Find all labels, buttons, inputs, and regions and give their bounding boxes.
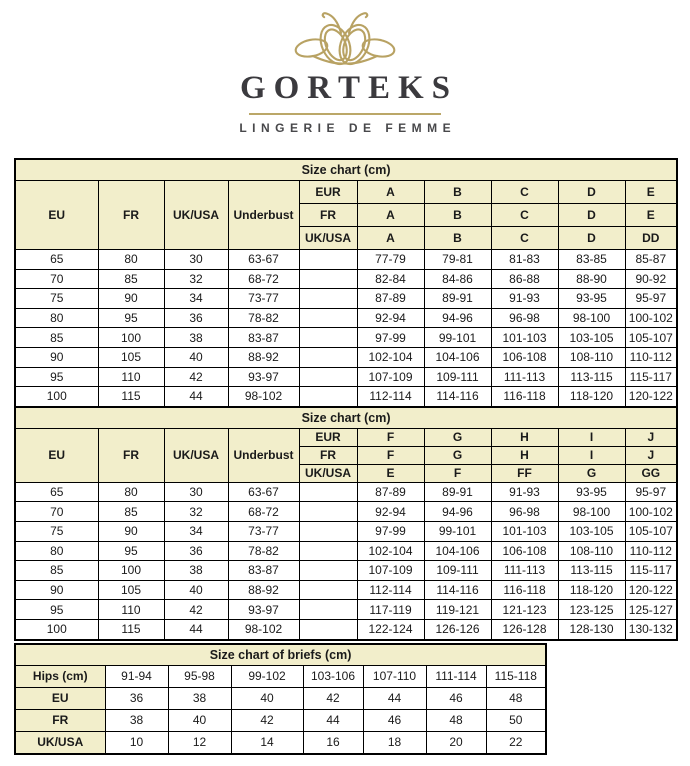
- cup-range-cell: 119-121: [424, 600, 491, 620]
- briefs-size-cell: 22: [486, 731, 546, 754]
- cup-range-cell: 91-93: [491, 482, 558, 502]
- cup-letter-cell: C: [491, 227, 558, 250]
- spacer-cell: [299, 521, 357, 541]
- cup-range-cell: 103-105: [558, 328, 625, 348]
- underbust-cell: 63-67: [228, 250, 299, 270]
- briefs-size-cell: 111-114: [426, 665, 486, 687]
- briefs-size-cell: 16: [303, 731, 363, 754]
- eu-size-cell: 70: [15, 502, 98, 522]
- eu-size-cell: 85: [15, 561, 98, 581]
- chart-title-row: [15, 644, 546, 666]
- chart-title: Size chart of briefs (cm): [15, 644, 546, 666]
- region-label-cell: FR: [299, 446, 357, 464]
- cup-range-cell: 117-119: [357, 600, 424, 620]
- briefs-size-cell: 36: [105, 687, 168, 709]
- uk-usa-size-cell: 30: [164, 250, 228, 270]
- row-label-cell: UK/USA: [15, 731, 105, 754]
- cup-letter-cell: B: [424, 227, 491, 250]
- briefs-size-cell: 42: [303, 687, 363, 709]
- cup-range-cell: 87-89: [357, 289, 424, 309]
- eu-size-cell: 70: [15, 269, 98, 289]
- cup-range-cell: 93-95: [558, 289, 625, 309]
- uk-usa-size-cell: 44: [164, 619, 228, 639]
- underbust-cell: 83-87: [228, 561, 299, 581]
- cup-range-cell: 104-106: [424, 347, 491, 367]
- briefs-size-cell: 48: [426, 709, 486, 731]
- cup-letter-cell: H: [491, 428, 558, 446]
- cup-range-cell: 105-107: [625, 328, 677, 348]
- cup-range-cell: 109-111: [424, 561, 491, 581]
- briefs-size-cell: 107-110: [363, 665, 426, 687]
- fr-size-cell: 90: [98, 289, 164, 309]
- cup-range-cell: 82-84: [357, 269, 424, 289]
- eu-size-cell: 95: [15, 367, 98, 387]
- cup-range-cell: 108-110: [558, 541, 625, 561]
- fr-size-cell: 80: [98, 250, 164, 270]
- briefs-size-cell: 91-94: [105, 665, 168, 687]
- uk-usa-size-cell: 42: [164, 600, 228, 620]
- band-header-cell: FR: [98, 181, 164, 250]
- cup-letter-cell: F: [424, 464, 491, 482]
- cup-range-cell: 111-113: [491, 561, 558, 581]
- cup-letter-cell: D: [558, 227, 625, 250]
- cup-letter-cell: G: [424, 428, 491, 446]
- spacer-cell: [299, 250, 357, 270]
- table-row: [15, 328, 677, 348]
- cup-range-cell: 107-109: [357, 561, 424, 581]
- eu-size-cell: 90: [15, 580, 98, 600]
- spacer-cell: [299, 502, 357, 522]
- cup-range-cell: 92-94: [357, 308, 424, 328]
- fr-size-cell: 90: [98, 521, 164, 541]
- eu-size-cell: 80: [15, 308, 98, 328]
- underbust-cell: 78-82: [228, 541, 299, 561]
- spacer-cell: [299, 580, 357, 600]
- brand-tagline: LINGERIE DE FEMME: [239, 121, 457, 136]
- briefs-size-cell: 40: [231, 687, 303, 709]
- eu-size-cell: 75: [15, 289, 98, 309]
- cup-range-cell: 110-112: [625, 347, 677, 367]
- spacer-cell: [299, 619, 357, 639]
- band-header-cell: EU: [15, 428, 98, 482]
- table-row: [15, 541, 677, 561]
- cup-letter-cell: A: [357, 204, 424, 227]
- cup-letter-cell: H: [491, 446, 558, 464]
- table-row: [15, 289, 677, 309]
- briefs-size-cell: 44: [363, 687, 426, 709]
- cup-range-cell: 101-103: [491, 521, 558, 541]
- cup-range-cell: 113-115: [558, 561, 625, 581]
- cup-letter-cell: FF: [491, 464, 558, 482]
- cup-range-cell: 101-103: [491, 328, 558, 348]
- bra-size-chart-2: [14, 406, 678, 641]
- underbust-cell: 63-67: [228, 482, 299, 502]
- cup-letter-cell: A: [357, 181, 424, 204]
- cup-letter-cell: I: [558, 446, 625, 464]
- fr-size-cell: 80: [98, 482, 164, 502]
- eu-size-cell: 75: [15, 521, 98, 541]
- cup-range-cell: 118-120: [558, 580, 625, 600]
- briefs-size-cell: 46: [426, 687, 486, 709]
- cup-range-cell: 88-90: [558, 269, 625, 289]
- underbust-cell: 88-92: [228, 347, 299, 367]
- cup-letter-cell: E: [357, 464, 424, 482]
- cup-range-cell: 98-100: [558, 308, 625, 328]
- spacer-cell: [299, 541, 357, 561]
- briefs-size-cell: 12: [168, 731, 231, 754]
- brand-name: GORTEKS: [239, 70, 459, 106]
- cup-letter-cell: C: [491, 181, 558, 204]
- cup-letter-cell: I: [558, 428, 625, 446]
- underbust-cell: 93-97: [228, 367, 299, 387]
- briefs-size-cell: 103-106: [303, 665, 363, 687]
- cup-range-cell: 112-114: [357, 580, 424, 600]
- underbust-cell: 88-92: [228, 580, 299, 600]
- logo-divider: [249, 113, 441, 115]
- uk-usa-size-cell: 38: [164, 561, 228, 581]
- briefs-size-cell: 46: [363, 709, 426, 731]
- cup-letter-cell: B: [424, 204, 491, 227]
- cup-range-cell: 102-104: [357, 541, 424, 561]
- table-row: [15, 687, 546, 709]
- spacer-cell: [299, 561, 357, 581]
- cup-range-cell: 84-86: [424, 269, 491, 289]
- eu-size-cell: 65: [15, 482, 98, 502]
- cup-range-cell: 114-116: [424, 580, 491, 600]
- briefs-size-chart: [14, 643, 547, 755]
- table-row: [15, 709, 546, 731]
- eu-size-cell: 100: [15, 619, 98, 639]
- eu-size-cell: 95: [15, 600, 98, 620]
- briefs-size-cell: 99-102: [231, 665, 303, 687]
- band-header-cell: Underbust: [228, 428, 299, 482]
- table-row: [15, 665, 546, 687]
- uk-usa-size-cell: 30: [164, 482, 228, 502]
- fr-size-cell: 100: [98, 561, 164, 581]
- brand-logo: [0, 0, 690, 158]
- cup-range-cell: 116-118: [491, 387, 558, 407]
- cup-range-cell: 106-108: [491, 541, 558, 561]
- chart-title: Size chart (cm): [15, 407, 677, 429]
- cup-range-cell: 123-125: [558, 600, 625, 620]
- spacer-cell: [299, 289, 357, 309]
- briefs-size-cell: 50: [486, 709, 546, 731]
- eu-size-cell: 90: [15, 347, 98, 367]
- cup-range-cell: 110-112: [625, 541, 677, 561]
- cup-range-cell: 128-130: [558, 619, 625, 639]
- region-label-cell: EUR: [299, 181, 357, 204]
- table-row: [15, 731, 546, 754]
- spacer-cell: [299, 600, 357, 620]
- table-row: [15, 600, 677, 620]
- cup-range-cell: 116-118: [491, 580, 558, 600]
- cup-letter-cell: J: [625, 446, 677, 464]
- underbust-cell: 68-72: [228, 502, 299, 522]
- table-row: [15, 269, 677, 289]
- underbust-cell: 83-87: [228, 328, 299, 348]
- cup-range-cell: 99-101: [424, 521, 491, 541]
- row-label-cell: EU: [15, 687, 105, 709]
- cup-range-cell: 122-124: [357, 619, 424, 639]
- uk-usa-size-cell: 44: [164, 387, 228, 407]
- cup-letter-cell: A: [357, 227, 424, 250]
- table-row: [15, 521, 677, 541]
- uk-usa-size-cell: 38: [164, 328, 228, 348]
- fr-size-cell: 95: [98, 308, 164, 328]
- cup-range-cell: 96-98: [491, 502, 558, 522]
- table-row: [15, 367, 677, 387]
- band-header-cell: FR: [98, 428, 164, 482]
- band-header-cell: Underbust: [228, 181, 299, 250]
- underbust-cell: 93-97: [228, 600, 299, 620]
- spacer-cell: [299, 387, 357, 407]
- table-row: [15, 482, 677, 502]
- cup-range-cell: 100-102: [625, 308, 677, 328]
- cup-range-cell: 114-116: [424, 387, 491, 407]
- cup-range-cell: 86-88: [491, 269, 558, 289]
- cup-range-cell: 121-123: [491, 600, 558, 620]
- cup-range-cell: 105-107: [625, 521, 677, 541]
- fr-size-cell: 100: [98, 328, 164, 348]
- briefs-size-cell: 48: [486, 687, 546, 709]
- band-header-cell: UK/USA: [164, 428, 228, 482]
- uk-usa-size-cell: 36: [164, 308, 228, 328]
- cup-range-cell: 91-93: [491, 289, 558, 309]
- cup-range-cell: 104-106: [424, 541, 491, 561]
- cup-range-cell: 98-100: [558, 502, 625, 522]
- band-header-cell: EU: [15, 181, 98, 250]
- cup-range-cell: 93-95: [558, 482, 625, 502]
- briefs-size-cell: 42: [231, 709, 303, 731]
- cup-range-cell: 113-115: [558, 367, 625, 387]
- underbust-cell: 73-77: [228, 289, 299, 309]
- fr-size-cell: 110: [98, 367, 164, 387]
- bra-size-chart-1: [14, 158, 678, 408]
- cup-range-cell: 89-91: [424, 289, 491, 309]
- underbust-cell: 78-82: [228, 308, 299, 328]
- spacer-cell: [299, 308, 357, 328]
- cup-range-cell: 85-87: [625, 250, 677, 270]
- cup-range-cell: 87-89: [357, 482, 424, 502]
- chart-title-row: [15, 407, 677, 429]
- cup-range-cell: 126-126: [424, 619, 491, 639]
- cup-header-row: [15, 428, 677, 446]
- spacer-cell: [299, 347, 357, 367]
- briefs-size-cell: 44: [303, 709, 363, 731]
- band-header-cell: UK/USA: [164, 181, 228, 250]
- uk-usa-size-cell: 32: [164, 269, 228, 289]
- table-row: [15, 561, 677, 581]
- uk-usa-size-cell: 34: [164, 521, 228, 541]
- cup-letter-cell: DD: [625, 227, 677, 250]
- briefs-size-cell: 18: [363, 731, 426, 754]
- briefs-size-cell: 38: [168, 687, 231, 709]
- fr-size-cell: 110: [98, 600, 164, 620]
- eu-size-cell: 80: [15, 541, 98, 561]
- briefs-size-cell: 115-118: [486, 665, 546, 687]
- cup-range-cell: 130-132: [625, 619, 677, 639]
- fr-size-cell: 105: [98, 580, 164, 600]
- spacer-cell: [299, 482, 357, 502]
- region-label-cell: UK/USA: [299, 227, 357, 250]
- uk-usa-size-cell: 32: [164, 502, 228, 522]
- briefs-size-cell: 20: [426, 731, 486, 754]
- row-label-cell: Hips (cm): [15, 665, 105, 687]
- cup-range-cell: 125-127: [625, 600, 677, 620]
- cup-range-cell: 120-122: [625, 580, 677, 600]
- table-row: [15, 347, 677, 367]
- cup-letter-cell: E: [625, 204, 677, 227]
- underbust-cell: 98-102: [228, 387, 299, 407]
- table-row: [15, 387, 677, 407]
- briefs-size-cell: 38: [105, 709, 168, 731]
- uk-usa-size-cell: 34: [164, 289, 228, 309]
- eu-size-cell: 100: [15, 387, 98, 407]
- cup-range-cell: 109-111: [424, 367, 491, 387]
- cup-range-cell: 90-92: [625, 269, 677, 289]
- cup-range-cell: 102-104: [357, 347, 424, 367]
- cup-letter-cell: GG: [625, 464, 677, 482]
- cup-letter-cell: J: [625, 428, 677, 446]
- fr-size-cell: 95: [98, 541, 164, 561]
- fr-size-cell: 115: [98, 387, 164, 407]
- chart-title-row: [15, 159, 677, 181]
- row-label-cell: FR: [15, 709, 105, 731]
- briefs-size-cell: 40: [168, 709, 231, 731]
- cup-range-cell: 95-97: [625, 482, 677, 502]
- briefs-size-cell: 95-98: [168, 665, 231, 687]
- cup-range-cell: 79-81: [424, 250, 491, 270]
- uk-usa-size-cell: 40: [164, 580, 228, 600]
- cup-range-cell: 111-113: [491, 367, 558, 387]
- eu-size-cell: 65: [15, 250, 98, 270]
- cup-range-cell: 97-99: [357, 328, 424, 348]
- spacer-cell: [299, 269, 357, 289]
- cup-range-cell: 106-108: [491, 347, 558, 367]
- cup-header-row: [15, 181, 677, 204]
- cup-range-cell: 89-91: [424, 482, 491, 502]
- cup-letter-cell: G: [424, 446, 491, 464]
- cup-range-cell: 96-98: [491, 308, 558, 328]
- briefs-size-cell: 14: [231, 731, 303, 754]
- cup-letter-cell: D: [558, 181, 625, 204]
- table-row: [15, 619, 677, 639]
- cup-range-cell: 95-97: [625, 289, 677, 309]
- briefs-size-chart-wrap: [0, 643, 690, 755]
- butterfly-bow-icon: [290, 6, 400, 68]
- fr-size-cell: 85: [98, 269, 164, 289]
- uk-usa-size-cell: 40: [164, 347, 228, 367]
- cup-letter-cell: E: [625, 181, 677, 204]
- cup-range-cell: 112-114: [357, 387, 424, 407]
- underbust-cell: 98-102: [228, 619, 299, 639]
- spacer-cell: [299, 328, 357, 348]
- cup-range-cell: 99-101: [424, 328, 491, 348]
- cup-range-cell: 77-79: [357, 250, 424, 270]
- region-label-cell: UK/USA: [299, 464, 357, 482]
- cup-range-cell: 120-122: [625, 387, 677, 407]
- cup-range-cell: 118-120: [558, 387, 625, 407]
- cup-range-cell: 83-85: [558, 250, 625, 270]
- fr-size-cell: 115: [98, 619, 164, 639]
- spacer-cell: [299, 367, 357, 387]
- cup-range-cell: 92-94: [357, 502, 424, 522]
- table-row: [15, 250, 677, 270]
- cup-range-cell: 97-99: [357, 521, 424, 541]
- cup-range-cell: 115-117: [625, 367, 677, 387]
- cup-range-cell: 94-96: [424, 308, 491, 328]
- table-row: [15, 580, 677, 600]
- cup-letter-cell: C: [491, 204, 558, 227]
- cup-range-cell: 126-128: [491, 619, 558, 639]
- table-row: [15, 308, 677, 328]
- bra-size-charts: [0, 158, 690, 641]
- briefs-size-cell: 10: [105, 731, 168, 754]
- chart-title: Size chart (cm): [15, 159, 677, 181]
- cup-range-cell: 103-105: [558, 521, 625, 541]
- cup-range-cell: 107-109: [357, 367, 424, 387]
- cup-range-cell: 81-83: [491, 250, 558, 270]
- cup-letter-cell: B: [424, 181, 491, 204]
- table-row: [15, 502, 677, 522]
- uk-usa-size-cell: 36: [164, 541, 228, 561]
- cup-range-cell: 94-96: [424, 502, 491, 522]
- fr-size-cell: 105: [98, 347, 164, 367]
- cup-letter-cell: F: [357, 428, 424, 446]
- underbust-cell: 68-72: [228, 269, 299, 289]
- region-label-cell: EUR: [299, 428, 357, 446]
- uk-usa-size-cell: 42: [164, 367, 228, 387]
- fr-size-cell: 85: [98, 502, 164, 522]
- cup-letter-cell: F: [357, 446, 424, 464]
- region-label-cell: FR: [299, 204, 357, 227]
- underbust-cell: 73-77: [228, 521, 299, 541]
- cup-letter-cell: D: [558, 204, 625, 227]
- cup-letter-cell: G: [558, 464, 625, 482]
- eu-size-cell: 85: [15, 328, 98, 348]
- cup-range-cell: 108-110: [558, 347, 625, 367]
- cup-range-cell: 100-102: [625, 502, 677, 522]
- cup-range-cell: 115-117: [625, 561, 677, 581]
